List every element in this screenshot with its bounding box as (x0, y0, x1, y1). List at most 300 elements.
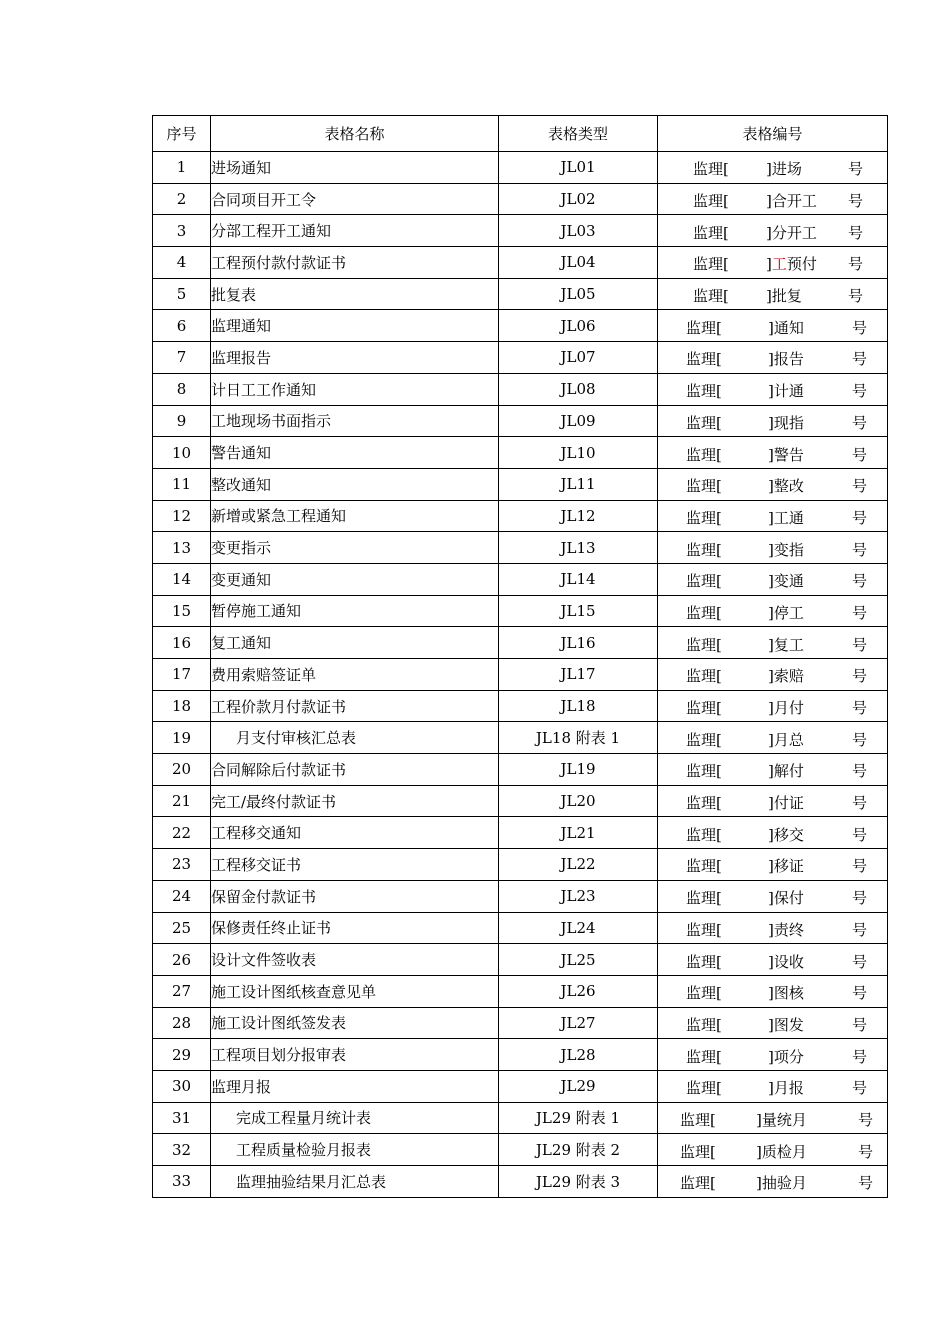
table-row (153, 500, 888, 532)
row-form-type: JL27 (499, 1007, 658, 1039)
row-form-type: JL16 (499, 627, 658, 659)
code-text: 合开工 (771, 192, 817, 211)
table-row (153, 1039, 888, 1071)
row-form-name: 监理抽验结果月汇总表 (211, 1166, 499, 1198)
code-middle (768, 824, 804, 845)
code-prefix: 监理[ (686, 952, 722, 971)
row-form-type: JL19 (499, 754, 658, 786)
row-seq: 26 (153, 944, 211, 976)
code-middle (768, 887, 804, 908)
row-form-name: 进场通知 (211, 152, 499, 184)
table-header-row (153, 116, 888, 152)
code-text: 项分 (773, 1047, 804, 1066)
code-suffix: 号 (852, 445, 868, 464)
code-suffix: 号 (852, 635, 868, 654)
row-form-code (658, 468, 888, 500)
code-prefix: 监理[ (686, 350, 722, 369)
row-form-name: 工程预付款付款证书 (211, 247, 499, 279)
row-seq: 2 (153, 183, 211, 215)
code-bracket: ] (768, 350, 774, 369)
code-middle (768, 348, 804, 369)
code-bracket: ] (768, 1047, 774, 1066)
row-seq: 32 (153, 1134, 211, 1166)
code-suffix: 号 (852, 794, 868, 813)
code-prefix: 监理[ (686, 318, 722, 337)
row-form-code (658, 215, 888, 247)
row-form-code (658, 373, 888, 405)
code-prefix: 监理[ (680, 1174, 716, 1193)
code-suffix: 号 (858, 1174, 874, 1193)
header-code: 表格编号 (658, 116, 888, 152)
code-prefix: 监理[ (693, 255, 729, 274)
row-seq: 9 (153, 405, 211, 437)
table-row (153, 1007, 888, 1039)
code-suffix: 号 (852, 984, 868, 1003)
code-prefix: 监理[ (680, 1110, 716, 1129)
table-row (153, 595, 888, 627)
code-bracket: ] (768, 318, 774, 337)
row-form-code (658, 659, 888, 691)
code-bracket: ] (768, 730, 774, 749)
row-form-code (658, 247, 888, 279)
code-text: 责终 (773, 920, 804, 939)
row-seq: 22 (153, 817, 211, 849)
code-middle (768, 570, 804, 591)
code-suffix: 号 (852, 825, 868, 844)
code-text: 警告 (773, 445, 804, 464)
row-form-name: 月支付审核汇总表 (211, 722, 499, 754)
code-middle (768, 855, 804, 876)
row-form-type: JL13 (499, 532, 658, 564)
table-row (153, 690, 888, 722)
code-text: 停工 (773, 603, 804, 622)
table-row (153, 785, 888, 817)
code-suffix: 号 (852, 952, 868, 971)
code-suffix: 号 (852, 318, 868, 337)
row-seq: 1 (153, 152, 211, 184)
code-prefix: 监理[ (686, 635, 722, 654)
code-text: 计通 (773, 382, 804, 401)
table-row (153, 215, 888, 247)
code-bracket: ] (768, 794, 774, 813)
code-suffix: 号 (852, 572, 868, 591)
row-seq: 29 (153, 1039, 211, 1071)
row-form-type: JL06 (499, 310, 658, 342)
code-suffix: 号 (852, 889, 868, 908)
code-suffix: 号 (858, 1110, 874, 1129)
code-suffix: 号 (852, 382, 868, 401)
code-bracket: ] (756, 1174, 762, 1193)
row-form-name: 变更通知 (211, 563, 499, 595)
code-prefix: 监理[ (686, 1047, 722, 1066)
code-bracket: ] (768, 603, 774, 622)
row-form-type: JL18 附表 1 (499, 722, 658, 754)
row-form-name: 合同项目开工令 (211, 183, 499, 215)
code-prefix: 监理[ (686, 445, 722, 464)
row-seq: 12 (153, 500, 211, 532)
row-form-name: 分部工程开工通知 (211, 215, 499, 247)
code-middle (768, 507, 804, 528)
table-row (153, 310, 888, 342)
code-suffix: 号 (852, 1079, 868, 1098)
code-text: 报告 (773, 350, 804, 369)
row-form-name: 工程移交通知 (211, 817, 499, 849)
code-prefix: 监理[ (686, 540, 722, 559)
row-form-type: JL20 (499, 785, 658, 817)
row-seq: 19 (153, 722, 211, 754)
row-form-code (658, 1134, 888, 1166)
code-middle (768, 1077, 804, 1098)
row-form-type: JL29 附表 3 (499, 1166, 658, 1198)
code-suffix: 号 (852, 920, 868, 939)
code-bracket: ] (768, 508, 774, 527)
code-prefix: 监理[ (686, 667, 722, 686)
row-form-type: JL18 (499, 690, 658, 722)
table-row (153, 532, 888, 564)
code-bracket: ] (768, 699, 774, 718)
code-middle (766, 190, 817, 211)
code-text: 月总 (773, 730, 804, 749)
table-row (153, 975, 888, 1007)
code-prefix: 监理[ (686, 920, 722, 939)
table-row (153, 817, 888, 849)
code-red-char: 工 (771, 255, 787, 274)
code-middle (768, 380, 804, 401)
row-form-name: 批复表 (211, 278, 499, 310)
code-bracket: ] (756, 1110, 762, 1129)
row-seq: 14 (153, 563, 211, 595)
row-form-code (658, 722, 888, 754)
row-form-code (658, 278, 888, 310)
table-row (153, 1134, 888, 1166)
code-prefix: 监理[ (693, 160, 729, 179)
code-text: 分开工 (771, 223, 817, 242)
code-bracket: ] (768, 382, 774, 401)
code-text: 现指 (773, 413, 804, 432)
row-form-code (658, 817, 888, 849)
code-text: 月付 (773, 699, 804, 718)
code-middle (768, 1014, 804, 1035)
row-form-name: 工地现场书面指示 (211, 405, 499, 437)
header-name: 表格名称 (211, 116, 499, 152)
row-form-name: 工程项目划分报审表 (211, 1039, 499, 1071)
table-row (153, 754, 888, 786)
table-row (153, 944, 888, 976)
row-seq: 10 (153, 437, 211, 469)
code-text: 移交 (773, 825, 804, 844)
table-row (153, 437, 888, 469)
code-text: 付证 (773, 794, 804, 813)
form-index-table (152, 115, 888, 1198)
row-form-code (658, 1102, 888, 1134)
row-seq: 20 (153, 754, 211, 786)
row-form-code (658, 1039, 888, 1071)
table-row (153, 912, 888, 944)
row-form-name: 完工/最终付款证书 (211, 785, 499, 817)
table-row (153, 722, 888, 754)
code-text: 抽验月 (761, 1174, 807, 1193)
code-suffix: 号 (848, 192, 864, 211)
row-form-type: JL01 (499, 152, 658, 184)
row-form-code (658, 1166, 888, 1198)
code-suffix: 号 (852, 477, 868, 496)
row-seq: 31 (153, 1102, 211, 1134)
code-bracket: ] (756, 1142, 762, 1161)
code-prefix: 监理[ (686, 825, 722, 844)
table-row (153, 183, 888, 215)
row-seq: 15 (153, 595, 211, 627)
row-form-type: JL22 (499, 849, 658, 881)
code-bracket: ] (768, 540, 774, 559)
row-form-name: 监理月报 (211, 1070, 499, 1102)
row-form-name: 工程质量检验月报表 (211, 1134, 499, 1166)
row-form-name: 工程价款月付款证书 (211, 690, 499, 722)
row-seq: 33 (153, 1166, 211, 1198)
code-text: 索赔 (773, 667, 804, 686)
row-form-code (658, 627, 888, 659)
row-form-code (658, 152, 888, 184)
code-bracket: ] (768, 857, 774, 876)
code-prefix: 监理[ (686, 1079, 722, 1098)
code-prefix: 监理[ (686, 508, 722, 527)
row-form-name: 保留金付款证书 (211, 880, 499, 912)
code-bracket: ] (768, 413, 774, 432)
row-form-name: 变更指示 (211, 532, 499, 564)
code-text: 设收 (773, 952, 804, 971)
code-prefix: 监理[ (686, 603, 722, 622)
code-middle (768, 792, 804, 813)
code-bracket: ] (768, 572, 774, 591)
table-row (153, 1102, 888, 1134)
code-bracket: ] (766, 255, 772, 274)
code-prefix: 监理[ (686, 730, 722, 749)
row-form-code (658, 532, 888, 564)
code-prefix: 监理[ (686, 572, 722, 591)
code-bracket: ] (768, 952, 774, 971)
row-seq: 7 (153, 342, 211, 374)
code-text: 变指 (773, 540, 804, 559)
row-form-type: JL05 (499, 278, 658, 310)
code-middle (768, 982, 804, 1003)
code-middle (768, 475, 804, 496)
code-bracket: ] (768, 635, 774, 654)
row-form-name: 监理通知 (211, 310, 499, 342)
code-middle (768, 729, 804, 750)
code-middle (756, 1172, 807, 1193)
row-form-code (658, 342, 888, 374)
row-form-code (658, 690, 888, 722)
row-form-type: JL02 (499, 183, 658, 215)
code-text: 通知 (773, 318, 804, 337)
row-form-name: 新增或紧急工程通知 (211, 500, 499, 532)
row-seq: 16 (153, 627, 211, 659)
code-text: 变通 (773, 572, 804, 591)
code-middle (766, 222, 817, 243)
row-seq: 30 (153, 1070, 211, 1102)
row-form-type: JL03 (499, 215, 658, 247)
code-suffix: 号 (848, 160, 864, 179)
code-middle (768, 634, 804, 655)
table-row (153, 468, 888, 500)
row-form-code (658, 1007, 888, 1039)
row-form-code (658, 183, 888, 215)
code-prefix: 监理[ (686, 413, 722, 432)
table-row (153, 373, 888, 405)
code-middle (768, 602, 804, 623)
row-form-code (658, 563, 888, 595)
row-seq: 18 (153, 690, 211, 722)
row-form-code (658, 849, 888, 881)
row-seq: 8 (153, 373, 211, 405)
row-form-code (658, 1070, 888, 1102)
code-middle (768, 697, 804, 718)
code-middle (768, 444, 804, 465)
code-prefix: 监理[ (686, 477, 722, 496)
code-middle (766, 253, 817, 274)
row-form-type: JL21 (499, 817, 658, 849)
table-row (153, 342, 888, 374)
row-form-name: 施工设计图纸核查意见单 (211, 975, 499, 1007)
code-middle (768, 760, 804, 781)
row-form-type: JL29 附表 1 (499, 1102, 658, 1134)
code-suffix: 号 (852, 1015, 868, 1034)
row-seq: 17 (153, 659, 211, 691)
row-form-code (658, 310, 888, 342)
table-row (153, 278, 888, 310)
code-bracket: ] (768, 825, 774, 844)
code-suffix: 号 (852, 540, 868, 559)
code-text: 保付 (773, 889, 804, 908)
table-row (153, 563, 888, 595)
row-seq: 28 (153, 1007, 211, 1039)
code-suffix: 号 (848, 223, 864, 242)
row-form-name: 费用索赔签证单 (211, 659, 499, 691)
code-suffix: 号 (852, 603, 868, 622)
code-bracket: ] (768, 762, 774, 781)
code-text: 整改 (773, 477, 804, 496)
row-seq: 11 (153, 468, 211, 500)
code-text: 移证 (773, 857, 804, 876)
table-row (153, 247, 888, 279)
code-middle (768, 951, 804, 972)
code-text: 进场 (771, 160, 802, 179)
code-text: 工通 (773, 508, 804, 527)
code-middle (768, 412, 804, 433)
row-seq: 6 (153, 310, 211, 342)
code-middle (768, 317, 804, 338)
row-form-type: JL23 (499, 880, 658, 912)
code-middle (756, 1141, 807, 1162)
row-form-name: 计日工工作通知 (211, 373, 499, 405)
code-suffix: 号 (852, 508, 868, 527)
row-seq: 27 (153, 975, 211, 1007)
code-text: 预付 (786, 255, 817, 274)
code-middle (768, 539, 804, 560)
header-seq: 序号 (153, 116, 211, 152)
code-prefix: 监理[ (686, 382, 722, 401)
code-prefix: 监理[ (693, 287, 729, 306)
code-text: 月报 (773, 1079, 804, 1098)
row-form-type: JL14 (499, 563, 658, 595)
code-prefix: 监理[ (686, 699, 722, 718)
row-form-code (658, 975, 888, 1007)
row-seq: 5 (153, 278, 211, 310)
code-middle (766, 158, 802, 179)
table-body (153, 152, 888, 1198)
row-form-name: 施工设计图纸签发表 (211, 1007, 499, 1039)
code-suffix: 号 (848, 287, 864, 306)
table-row (153, 880, 888, 912)
code-middle (766, 285, 802, 306)
row-form-name: 复工通知 (211, 627, 499, 659)
row-form-type: JL11 (499, 468, 658, 500)
row-form-type: JL24 (499, 912, 658, 944)
row-form-type: JL08 (499, 373, 658, 405)
code-bracket: ] (766, 192, 772, 211)
row-form-type: JL28 (499, 1039, 658, 1071)
code-suffix: 号 (852, 857, 868, 876)
code-prefix: 监理[ (686, 984, 722, 1003)
code-prefix: 监理[ (693, 192, 729, 211)
code-middle (756, 1109, 807, 1130)
row-form-code (658, 405, 888, 437)
row-form-type: JL29 附表 2 (499, 1134, 658, 1166)
code-bracket: ] (768, 477, 774, 496)
row-form-type: JL07 (499, 342, 658, 374)
code-text: 批复 (771, 287, 802, 306)
row-form-name: 警告通知 (211, 437, 499, 469)
row-form-code (658, 595, 888, 627)
code-bracket: ] (768, 984, 774, 1003)
code-bracket: ] (766, 223, 772, 242)
row-form-code (658, 500, 888, 532)
row-form-type: JL29 (499, 1070, 658, 1102)
code-text: 解付 (773, 762, 804, 781)
table-row (153, 627, 888, 659)
code-text: 复工 (773, 635, 804, 654)
row-form-code (658, 785, 888, 817)
row-form-name: 完成工程量月统计表 (211, 1102, 499, 1134)
row-form-type: JL15 (499, 595, 658, 627)
code-middle (768, 1046, 804, 1067)
row-seq: 4 (153, 247, 211, 279)
row-form-type: JL10 (499, 437, 658, 469)
row-seq: 21 (153, 785, 211, 817)
row-form-code (658, 880, 888, 912)
row-form-type: JL26 (499, 975, 658, 1007)
row-seq: 23 (153, 849, 211, 881)
row-form-name: 设计文件签收表 (211, 944, 499, 976)
row-form-name: 工程移交证书 (211, 849, 499, 881)
code-prefix: 监理[ (686, 889, 722, 908)
row-form-code (658, 754, 888, 786)
code-bracket: ] (768, 667, 774, 686)
code-bracket: ] (768, 1079, 774, 1098)
table-row (153, 849, 888, 881)
code-bracket: ] (766, 160, 772, 179)
code-bracket: ] (768, 920, 774, 939)
code-prefix: 监理[ (686, 1015, 722, 1034)
table-row (153, 1166, 888, 1198)
row-form-code (658, 912, 888, 944)
code-text: 图核 (773, 984, 804, 1003)
row-form-type: JL17 (499, 659, 658, 691)
code-middle (768, 919, 804, 940)
code-prefix: 监理[ (686, 762, 722, 781)
code-prefix: 监理[ (693, 223, 729, 242)
code-suffix: 号 (852, 413, 868, 432)
code-suffix: 号 (852, 350, 868, 369)
